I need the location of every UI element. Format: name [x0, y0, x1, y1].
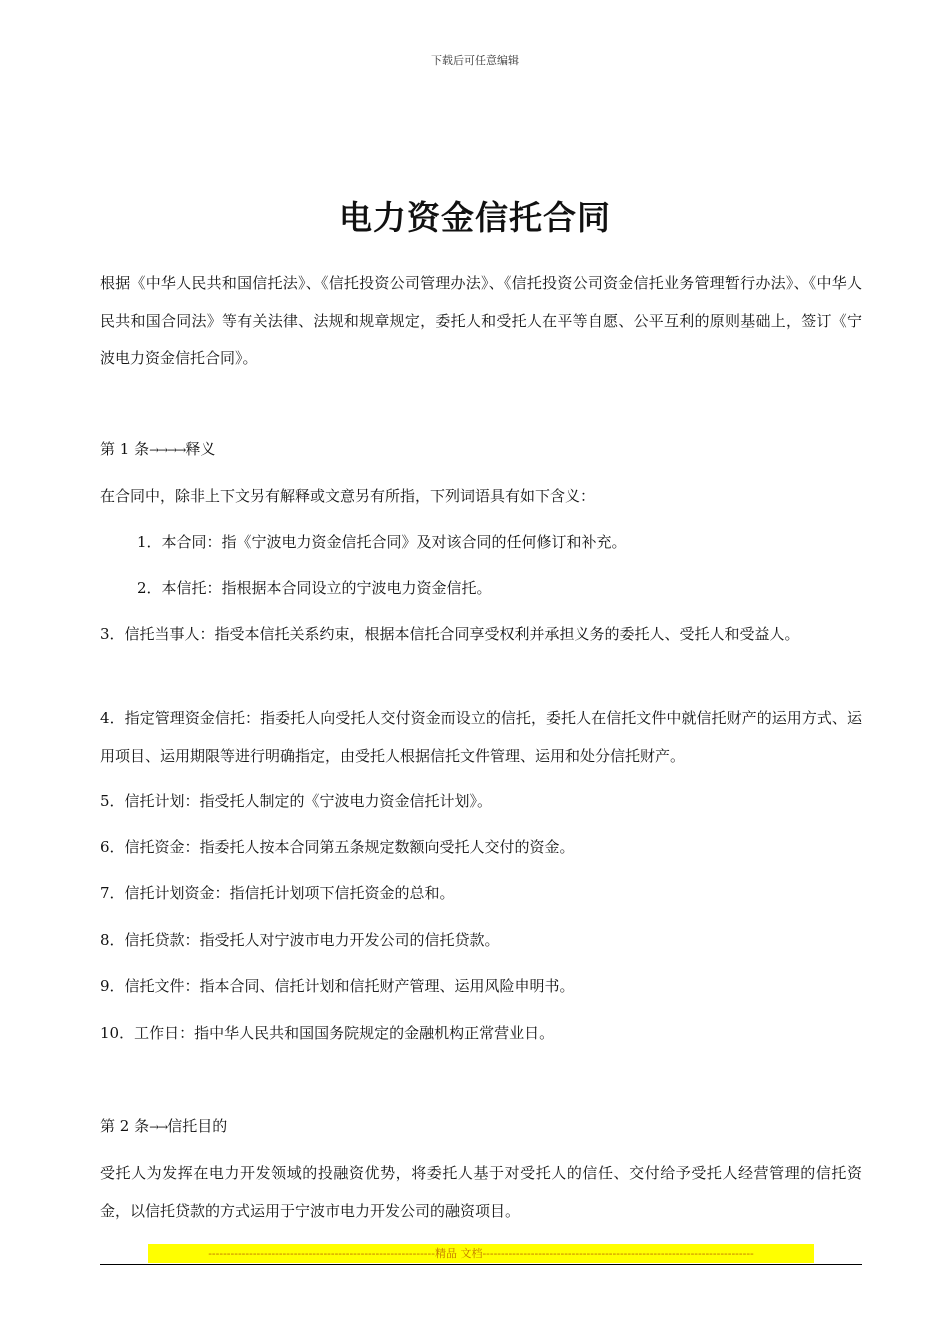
definition-item: 10．工作日：指中华人民共和国国务院规定的金融机构正常营业日。 [100, 1024, 555, 1042]
article-1-title: 释义 [185, 440, 216, 458]
definition-item: 8．信托贷款：指受托人对宁波市电力开发公司的信托贷款。 [100, 931, 500, 949]
definition-item: 1．本合同：指《宁波电力资金信托合同》及对该合同的任何修订和补充。 [137, 533, 627, 551]
definition-item: 9．信托文件：指本合同、信托计划和信托财产管理、运用风险申明书。 [100, 977, 575, 995]
tab-arrow-marks: →→ [149, 1120, 168, 1134]
article-2-heading [100, 1108, 227, 1147]
definition-item: 3．信托当事人：指受本信托关系约束，根据本信托合同享受权利并承担义务的委托人、受托人和受益人。 [100, 625, 800, 643]
article-1-heading [100, 431, 215, 470]
article-2-number: 第 2 条 [100, 1117, 150, 1135]
page-header-note: 下载后可任意编辑 [431, 54, 519, 67]
document-title: 电力资金信托合同 [339, 198, 611, 237]
footer-divider [100, 1264, 862, 1265]
definition-item: 2．本信托：指根据本合同设立的宁波电力资金信托。 [137, 579, 492, 597]
footer-banner: -------------------------------------------------------------精品 文档------------------------------------------------------------------------- [148, 1244, 814, 1263]
definition-item: 4．指定管理资金信托：指委托人向受托人交付资金而设立的信托，委托人在信托文件中就信托财产的运用方式、运用项目、运用期限等进行明确指定，由受托人根据信托文件管理、运用和处分信托财产。 [100, 709, 862, 765]
definition-item: 7．信托计划资金：指信托计划项下信托资金的总和。 [100, 884, 455, 902]
tab-arrow-marks: →→→→ [149, 443, 186, 457]
preamble-paragraph: 根据《中华人民共和国信托法》、《信托投资公司管理办法》、《信托投资公司资金信托业务管理暂行办法》、《中华人民共和国合同法》等有关法律、法规和规章规定，委托人和受托人在平等自愿、公平互利的原则基础上，签订《宁波电力资金信托合同》。 [100, 274, 862, 367]
article-1-intro: 在合同中，除非上下文另有解释或文意另有所指，下列词语具有如下含义： [100, 487, 596, 505]
article-1-number: 第 1 条 [100, 440, 150, 458]
definition-item: 5．信托计划：指受托人制定的《宁波电力资金信托计划》。 [100, 792, 493, 810]
article-2-title: 信托目的 [167, 1117, 228, 1135]
definition-item: 6．信托资金：指委托人按本合同第五条规定数额向受托人交付的资金。 [100, 838, 575, 856]
article-2-body: 受托人为发挥在电力开发领域的投融资优势，将委托人基于对受托人的信任、交付给予受托人经营管理的信托资金，以信托贷款的方式运用于宁波市电力开发公司的融资项目。 [100, 1164, 862, 1220]
